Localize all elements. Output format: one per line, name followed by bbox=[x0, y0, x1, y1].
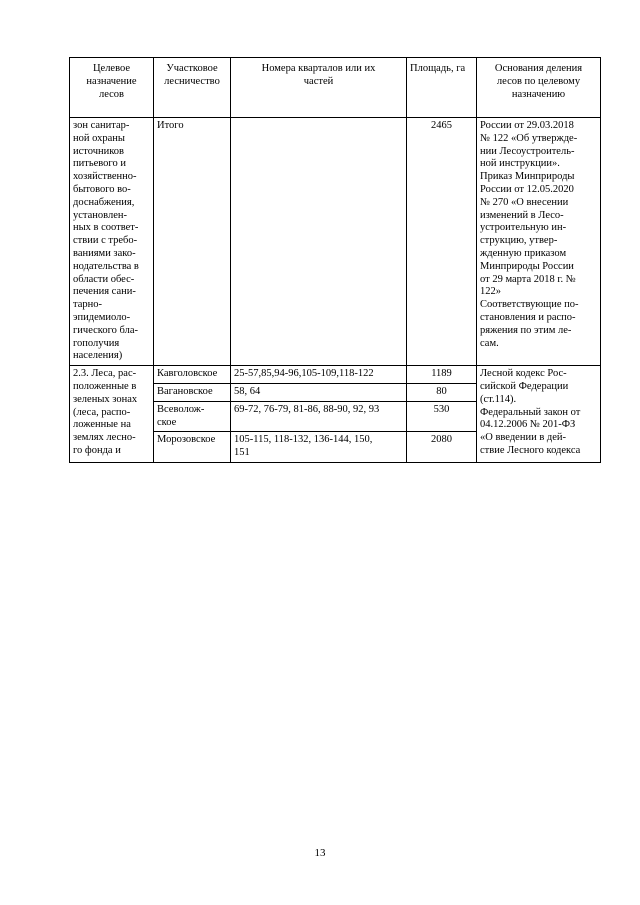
area-cell: 1189 bbox=[407, 366, 477, 384]
header-quarters: Номера кварталов или их частей bbox=[231, 58, 407, 118]
table-row bbox=[70, 366, 601, 384]
area-cell: 2080 bbox=[407, 432, 477, 463]
quarters-cell: 105-115, 118-132, 136-144, 150, 151 bbox=[231, 432, 407, 463]
table-header-row bbox=[70, 58, 601, 118]
header-purpose: Целевое назначение лесов bbox=[70, 58, 154, 118]
forest-purpose-table bbox=[69, 57, 601, 463]
page-number: 13 bbox=[314, 847, 326, 859]
forestry-cell: Морозовское bbox=[154, 432, 231, 463]
purpose-cell: 2.3. Леса, рас- положенные в зеленых зонах (леса, распо- ложенные на землях лесно- го фонда и bbox=[70, 366, 154, 463]
header-basis: Основания деления лесов по целевому назначению bbox=[477, 58, 601, 118]
basis-cell: Лесной кодекс Рос- сийской Федерации (ст.114). Федеральный закон от 04.12.2006 № 201-ФЗ «О введении в дей- ствие Лесного кодекса bbox=[477, 366, 601, 463]
quarters-cell bbox=[231, 118, 407, 366]
purpose-cell: зон санитар- ной охраны источников питьевого и хозяйственно- бытового во- доснабжения, установлен- ных в соответ- ствии с требо- ваниями зако- нодательства в области обес- печения сани- тарно- эпидемиоло- гического бла- гополучия населения) bbox=[70, 118, 154, 366]
quarters-cell: 58, 64 bbox=[231, 383, 407, 401]
basis-cell: России от 29.03.2018 № 122 «Об утвержде- нии Лесоустроитель- ной инструкции». Приказ Минприроды России от 12.05.2020 № 270 «О внесении изменений в Лесо- устроительную ин- струкцию, утвер- жденную приказом Минприроды России от 29 марта 2018 г. № 122» Соответствующие по- становления и распо- ряжения по этим ле- сам. bbox=[477, 118, 601, 366]
header-forestry: Участковое лесничество bbox=[154, 58, 231, 118]
quarters-cell: 25-57,85,94-96,105-109,118-122 bbox=[231, 366, 407, 384]
forestry-cell: Итого bbox=[154, 118, 231, 366]
quarters-cell: 69-72, 76-79, 81-86, 88-90, 92, 93 bbox=[231, 401, 407, 432]
table-row bbox=[70, 118, 601, 366]
area-cell: 530 bbox=[407, 401, 477, 432]
forestry-cell: Всеволож- ское bbox=[154, 401, 231, 432]
area-cell: 80 bbox=[407, 383, 477, 401]
forestry-cell: Кавголовское bbox=[154, 366, 231, 384]
forestry-cell: Вагановское bbox=[154, 383, 231, 401]
header-area: Площадь, га bbox=[407, 58, 477, 118]
area-cell: 2465 bbox=[407, 118, 477, 366]
